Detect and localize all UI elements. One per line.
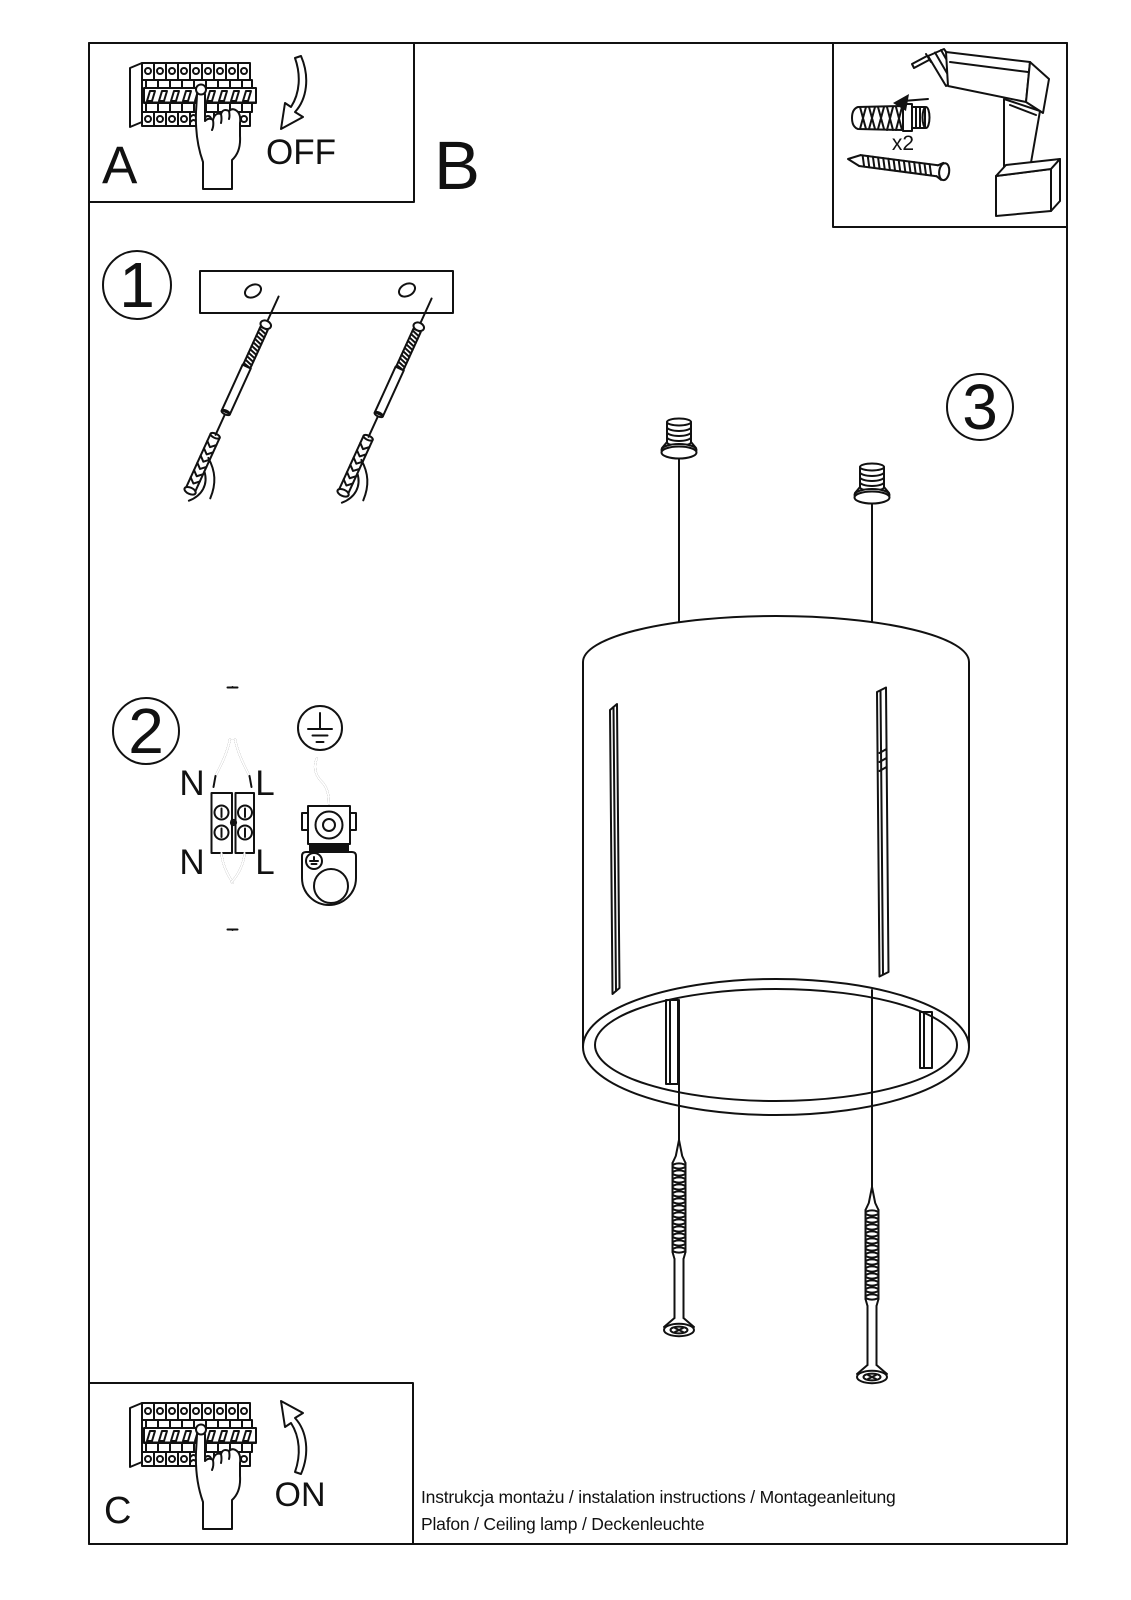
step-3-number: 3 <box>962 371 998 443</box>
wire-label-n-bottom: N <box>179 843 205 882</box>
power-cable-out-icon <box>222 853 245 930</box>
footer-title-line1: Instrukcja montażu / instalation instructions / Montageanleitung <box>421 1487 896 1507</box>
step-2-number: 2 <box>128 695 164 767</box>
anchor-assembly-icon <box>334 296 452 510</box>
cap-hanger-lines <box>679 459 872 622</box>
terminal-block-icon <box>212 793 255 853</box>
panel-a-box <box>89 43 414 202</box>
step-3-drawing <box>583 374 1013 1383</box>
panel-a-label: A <box>102 136 138 195</box>
ground-clamp-icon <box>302 806 356 905</box>
tools-quantity: x2 <box>891 132 915 155</box>
mounting-screw-icon <box>857 1187 887 1383</box>
screw-hanger-lines <box>679 990 872 1187</box>
wire-label-l-top: L <box>255 764 275 803</box>
panel-b-label: B <box>434 127 481 204</box>
wire-label-n-top: N <box>179 764 205 803</box>
ceiling-bracket-icon <box>200 271 453 313</box>
step-1-number: 1 <box>119 249 155 321</box>
threaded-cap-icon <box>855 464 890 504</box>
panel-a-action: OFF <box>266 133 336 172</box>
ground-wire-icon <box>315 758 329 804</box>
ground-symbol-icon <box>298 706 342 750</box>
anchor-assembly-icon <box>181 294 299 508</box>
threaded-cap-icon <box>662 419 697 459</box>
power-cable-icon <box>214 687 252 787</box>
panel-c-action: ON <box>274 1476 326 1514</box>
wire-label-l-bottom: L <box>255 843 275 882</box>
tools-box <box>833 43 1067 227</box>
mounting-screw-icon <box>664 1140 694 1336</box>
lamp-cylinder-icon <box>583 616 969 1115</box>
panel-c-box <box>89 1383 413 1544</box>
panel-c-label: C <box>104 1490 132 1532</box>
footer-title-line2: Plafon / Ceiling lamp / Deckenleuchte <box>421 1514 705 1534</box>
